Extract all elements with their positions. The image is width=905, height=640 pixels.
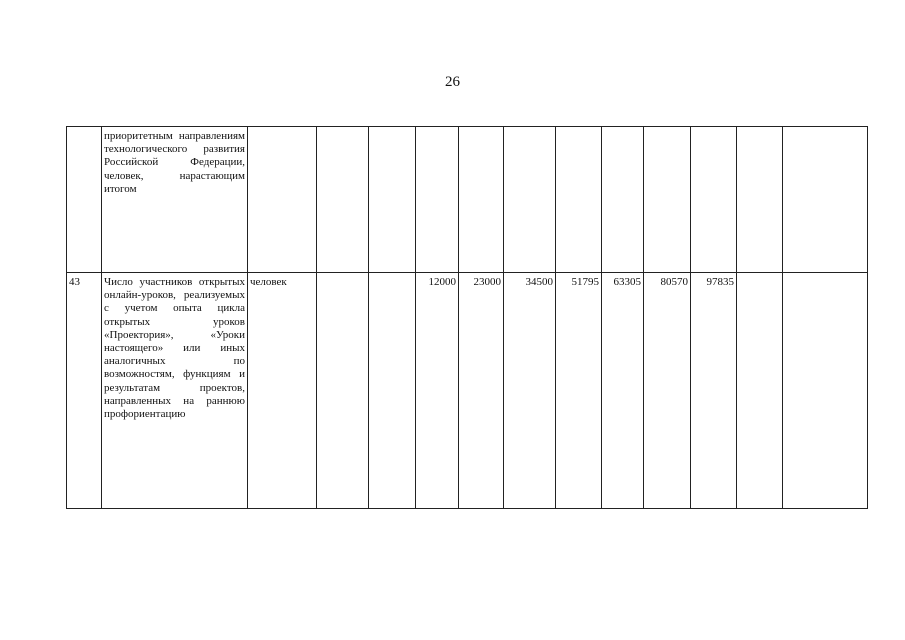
value-cell — [737, 273, 783, 509]
indicator-description: приоритетным направлениям технологического развития Российской Федерации, человек, нарастающим итогом — [102, 127, 248, 273]
row-number-cell — [67, 127, 102, 273]
table-row — [67, 273, 868, 509]
value-cell — [416, 127, 459, 273]
value-cell — [783, 273, 868, 509]
value-cell — [691, 127, 737, 273]
value-cell — [602, 127, 644, 273]
value-cell — [317, 127, 369, 273]
unit-cell: человек — [248, 273, 317, 509]
value-cell: 23000 — [459, 273, 504, 509]
value-cell — [459, 127, 504, 273]
value-cell — [556, 127, 602, 273]
unit-cell — [248, 127, 317, 273]
value-cell — [369, 127, 416, 273]
indicator-table — [66, 126, 868, 509]
value-cell: 34500 — [504, 273, 556, 509]
value-cell — [369, 273, 416, 509]
value-cell: 51795 — [556, 273, 602, 509]
value-cell — [783, 127, 868, 273]
value-cell: 12000 — [416, 273, 459, 509]
value-cell: 80570 — [644, 273, 691, 509]
indicator-description: Число участников открытых онлайн-уроков, реализуемых с учетом опыта цикла открытых уроков «Проектория», «Уроки настоящего» или иных аналогичных по возможностям, функциям и результатам проектов, направленных на раннюю профориентацию — [102, 273, 248, 509]
page-number: 26 — [445, 74, 460, 90]
row-number-cell: 43 — [67, 273, 102, 509]
value-cell — [644, 127, 691, 273]
value-cell: 97835 — [691, 273, 737, 509]
value-cell — [317, 273, 369, 509]
value-cell — [737, 127, 783, 273]
value-cell: 63305 — [602, 273, 644, 509]
table-row — [67, 127, 868, 273]
value-cell — [504, 127, 556, 273]
